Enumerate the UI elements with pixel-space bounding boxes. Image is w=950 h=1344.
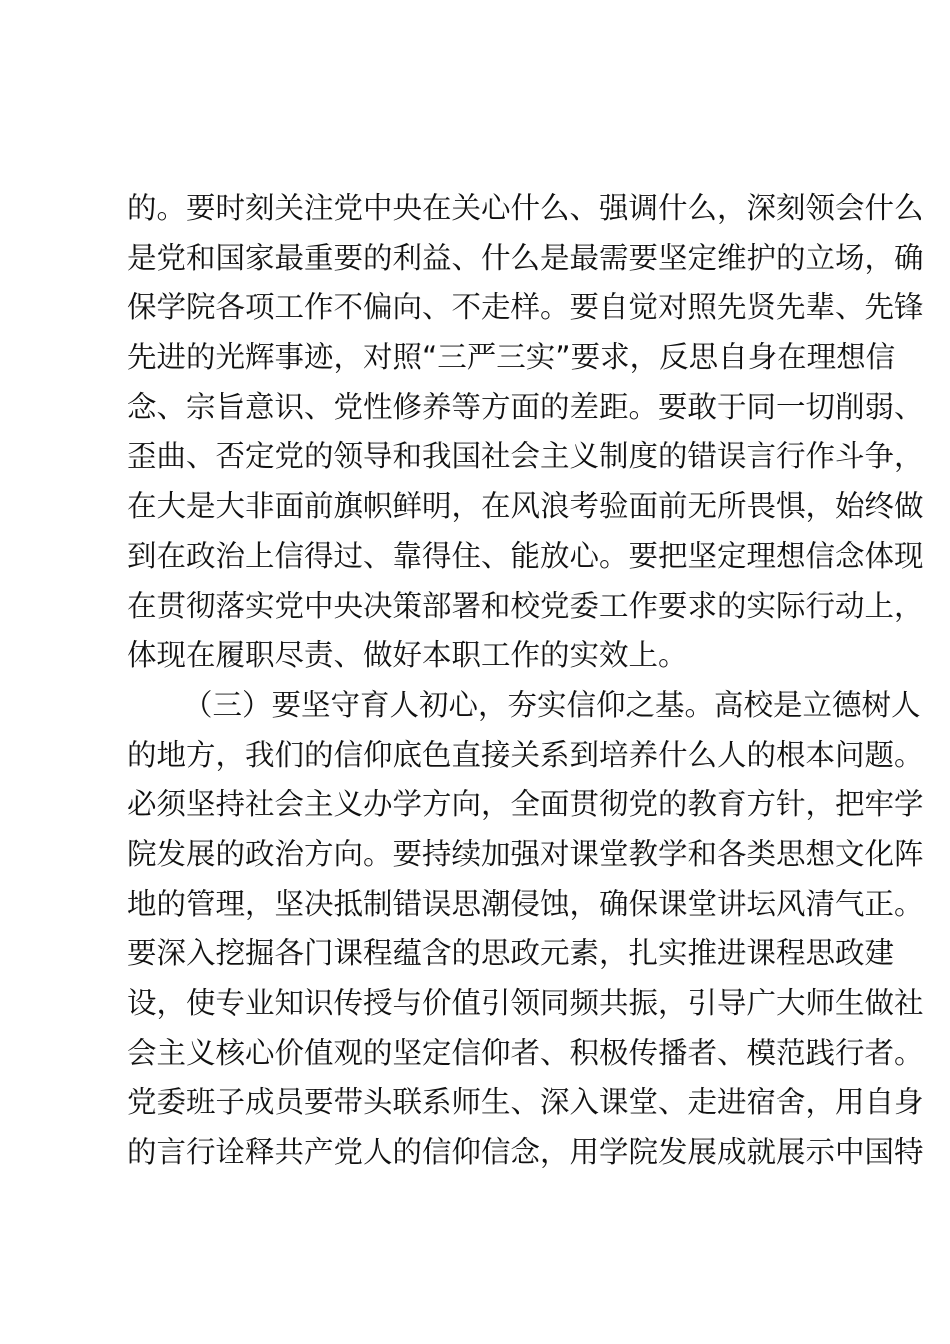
text-line: 歪曲、否定党的领导和我国社会主义制度的错误言行作斗争， — [127, 439, 924, 474]
text-line: 地的管理，坚决抵制错误思潮侵蚀，确保课堂讲坛风清气正。 — [127, 886, 924, 921]
text-line: 会主义核心价值观的坚定信仰者、积极传播者、模范践行者。 — [127, 1035, 924, 1070]
text-line: 的。要时刻关注党中央在关心什么、强调什么，深刻领会什么 — [127, 191, 924, 225]
body-text — [127, 184, 924, 1178]
text-line: 必须坚持社会主义办学方向，全面贯彻党的教育方针，把牢学 — [127, 787, 924, 822]
paragraph-continuation — [127, 184, 924, 681]
text-line: 念、宗旨意识、党性修养等方面的差距。要敢于同一切削弱、 — [127, 389, 924, 424]
text-line: 体现在履职尽责、做好本职工作的实效上。 — [127, 638, 688, 673]
text-line: 到在政治上信得过、靠得住、能放心。要把坚定理想信念体现 — [127, 538, 924, 573]
text-line: 要深入挖掘各门课程蕴含的思政元素，扎实推进课程思政建 — [127, 936, 895, 971]
paragraph-section-3 — [127, 681, 924, 1178]
text-line: 院发展的政治方向。要持续加强对课堂教学和各类思想文化阵 — [127, 836, 924, 871]
text-line: 先进的光辉事迹，对照“三严三实”要求，反思自身在理想信 — [127, 340, 896, 375]
text-line: 保学院各项工作不偏向、不走样。要自觉对照先贤先辈、先锋 — [127, 290, 924, 325]
text-line: 在贯彻落实党中央决策部署和校党委工作要求的实际行动上， — [127, 588, 924, 623]
text-line: 的地方，我们的信仰底色直接关系到培养什么人的根本问题。 — [127, 737, 924, 772]
text-line: 在大是大非面前旗帜鲜明，在风浪考验面前无所畏惧，始终做 — [127, 489, 924, 524]
text-line: 是党和国家最重要的利益、什么是最需要坚定维护的立场，确 — [127, 240, 924, 275]
text-line: 的言行诠释共产党人的信仰信念，用学院发展成就展示中国特 — [127, 1135, 924, 1170]
section-heading-line: （三）要坚守育人初心，夯实信仰之基。高校是立德树人 — [183, 687, 921, 722]
text-line: 党委班子成员要带头联系师生、深入课堂、走进宿舍，用自身 — [127, 1085, 924, 1120]
text-line: 设，使专业知识传授与价值引领同频共振，引导广大师生做社 — [127, 986, 924, 1020]
